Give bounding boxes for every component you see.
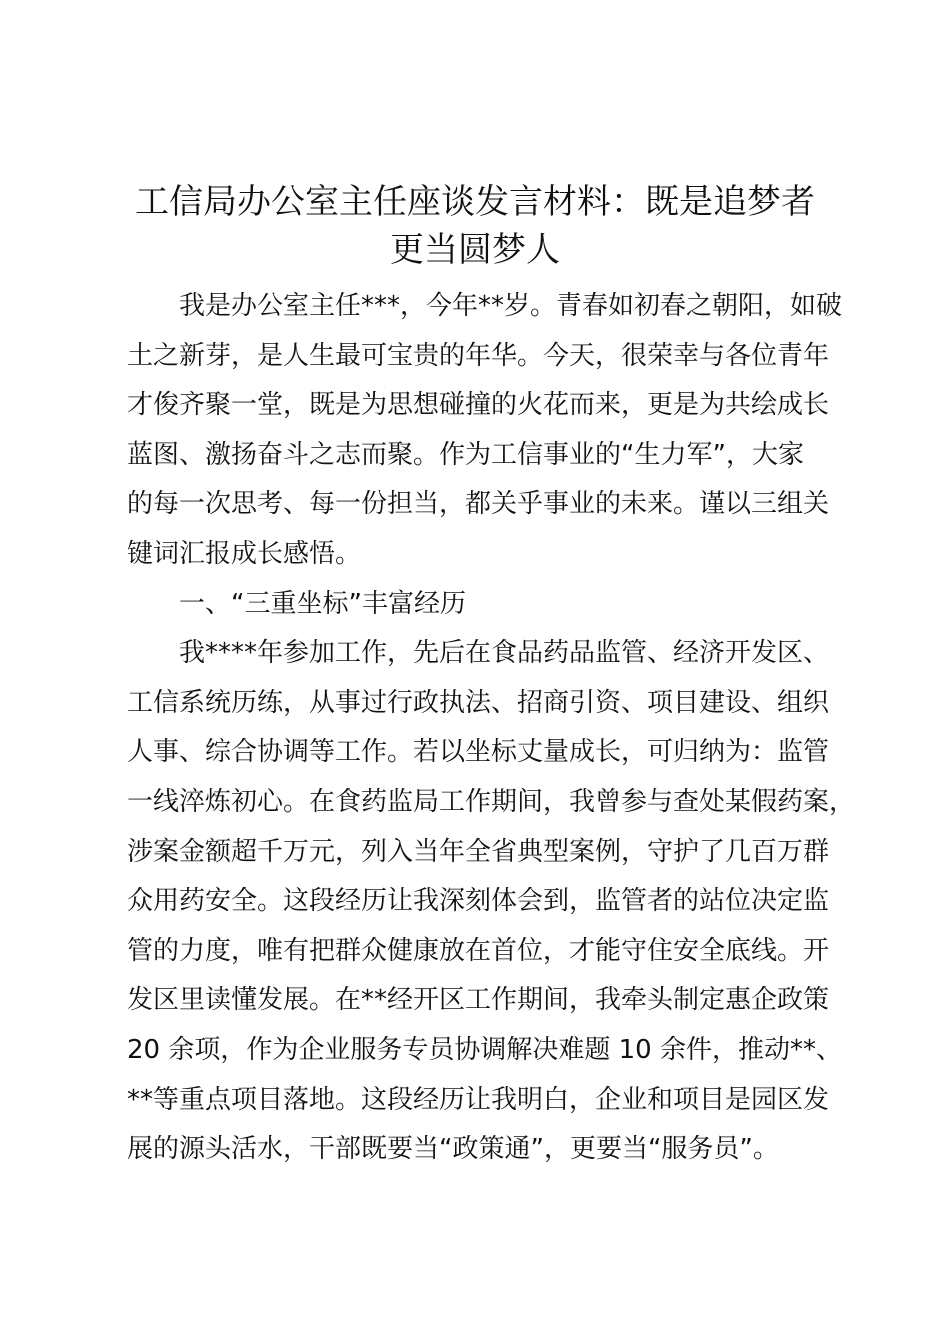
title-line-1: 工信局办公室主任座谈发言材料：既是追梦者 — [135, 182, 815, 222]
text-line: 我****年参加工作，先后在食品药品监管、经济开发区、 — [179, 638, 830, 669]
text-line: 键词汇报成长感悟。 — [127, 538, 362, 569]
text-line: 蓝图、激扬奋斗之志而聚。作为工信事业的“生力军”，大家 — [127, 439, 804, 470]
text-line: 发区里读懂发展。在**经开区工作期间，我牵头制定惠企政策 — [127, 985, 830, 1016]
text-line: 一线淬炼初心。在食药监局工作期间，我曾参与查处某假药案， — [127, 786, 856, 817]
text-line: 土之新芽，是人生最可宝贵的年华。今天，很荣幸与各位青年 — [127, 340, 830, 371]
text-line: 人事、综合协调等工作。若以坐标丈量成长，可归纳为：监管 — [127, 737, 830, 768]
text-line: 20 余项，作为企业服务专员协调解决难题 10 余件，推动**、 — [127, 1034, 842, 1065]
text-line: 才俊齐聚一堂，既是为思想碰撞的火花而来，更是为共绘成长 — [127, 390, 830, 421]
title-line-2: 更当圆梦人 — [390, 230, 560, 270]
document-body — [127, 282, 856, 1175]
heading-line: 一、“三重坐标”丰富经历 — [179, 588, 466, 619]
document-title — [100, 178, 850, 274]
text-line: 展的源头活水，干部既要当“政策通”，更要当“服务员”。 — [127, 1134, 779, 1165]
text-line: 管的力度，唯有把群众健康放在首位，才能守住安全底线。开 — [127, 935, 830, 966]
text-line: 的每一次思考、每一份担当，都关乎事业的未来。谨以三组关 — [127, 489, 830, 520]
text-line: 众用药安全。这段经历让我深刻体会到，监管者的站位决定监 — [127, 886, 830, 917]
section-heading — [127, 580, 837, 630]
text-line: 工信系统历练，从事过行政执法、招商引资、项目建设、组织 — [127, 687, 830, 718]
paragraph-experience — [127, 629, 856, 1175]
text-line: 涉案金额超千万元，列入当年全省典型案例，守护了几百万群 — [127, 836, 830, 867]
text-line: **等重点项目落地。这段经历让我明白，企业和项目是园区发 — [127, 1084, 830, 1115]
paragraph-intro — [127, 282, 843, 580]
text-line: 我是办公室主任***，今年**岁。青春如初春之朝阳，如破 — [179, 291, 843, 321]
